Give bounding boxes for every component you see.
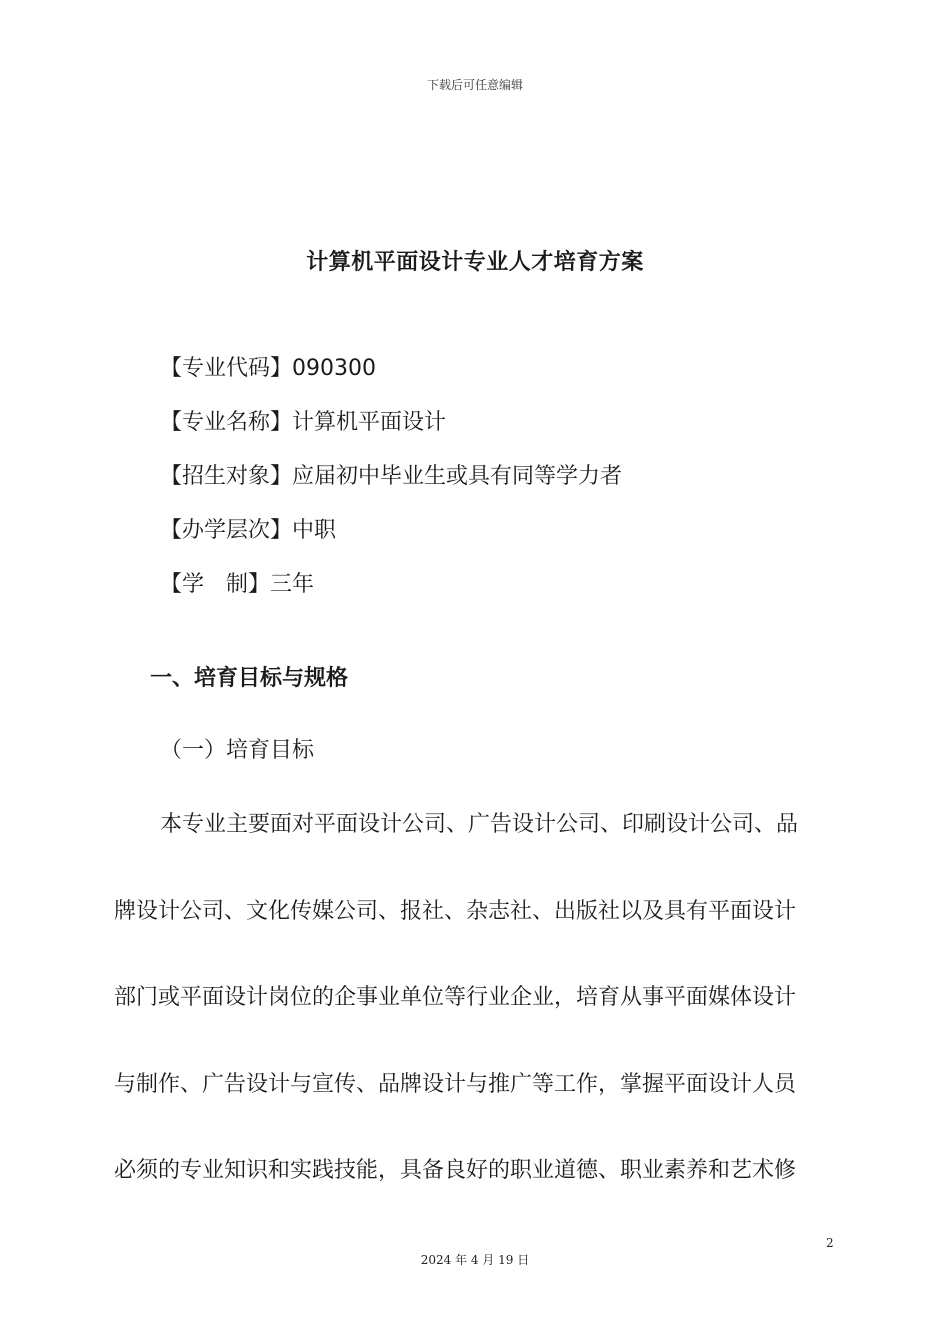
section-heading: 一、培育目标与规格	[150, 666, 349, 691]
body-paragraph	[114, 808, 836, 1241]
info-value: 三年	[270, 572, 315, 597]
info-label: 【学 制】	[160, 572, 271, 597]
paragraph-line: 牌设计公司、文化传媒公司、报社、杂志社、出版社以及具有平面设计	[114, 898, 797, 924]
page-number: 2	[826, 1236, 834, 1250]
sub-heading: （一）培育目标	[160, 738, 315, 763]
document-title: 计算机平面设计专业人才培育方案	[306, 250, 644, 275]
header-note: 下载后可任意编辑	[426, 78, 523, 92]
info-label: 【招生对象】	[160, 464, 293, 489]
info-row-major-code	[160, 352, 860, 406]
paragraph-line: 部门或平面设计岗位的企事业单位等行业企业，培育从事平面媒体设计	[114, 985, 797, 1011]
info-row-major-name	[160, 406, 860, 460]
info-row-enrollment-target	[160, 460, 860, 514]
info-label: 【专业名称】	[160, 410, 293, 435]
info-value: 应届初中毕业生或具有同等学力者	[292, 464, 623, 489]
paragraph-line: 必须的专业知识和实践技能，具备良好的职业道德、职业素养和艺术修	[114, 1158, 797, 1184]
info-value: 090300	[292, 356, 376, 381]
footer-date: 2024 年 4 月 19 日	[420, 1253, 530, 1267]
info-label: 【专业代码】	[160, 356, 293, 381]
info-label: 【办学层次】	[160, 518, 293, 543]
program-info-list	[160, 352, 860, 622]
paragraph-line: 与制作、广告设计与宣传、品牌设计与推广等工作，掌握平面设计人员	[114, 1071, 797, 1097]
info-value: 中职	[292, 518, 337, 543]
info-row-duration	[160, 568, 860, 622]
info-row-school-level	[160, 514, 860, 568]
paragraph-line: 本专业主要面对平面设计公司、广告设计公司、印刷设计公司、品	[160, 812, 799, 837]
info-value: 计算机平面设计	[292, 410, 447, 435]
